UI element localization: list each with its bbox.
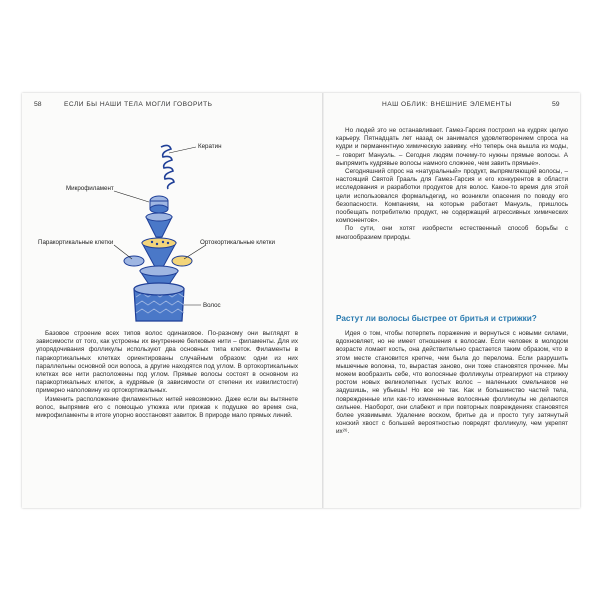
right-body-text-bottom bbox=[336, 330, 568, 437]
paragraph: Сегодняшний спрос на «натуральный» продукт, выпрямляющий волосы, – настоящий Святой Грааль для Гамез-Гарсия и его конкурентов в области исследования и разработки продуктов для волос. Какое-то время для этой цели использовался формальдегид, но возникли опасения по поводу его безопасности. Компаниям, на которые работает Мануэль, пришлось пообещать потребителю продукт, не содержащий агрессивных химических компонентов». bbox=[336, 168, 568, 225]
paracortical-label: Паракортикальные клетки bbox=[38, 239, 114, 246]
orthocortical-cells-shape bbox=[172, 256, 192, 266]
hair-structure-figure bbox=[36, 133, 306, 323]
book-gutter bbox=[322, 93, 324, 508]
microfilament-label: Микрофиламент bbox=[66, 185, 114, 192]
paragraph: По сути, они хотят изобрести естественный способ борьбы с многообразием природы. bbox=[336, 225, 568, 241]
section-heading: Растут ли волосы быстрее от бритья и стрижки? bbox=[336, 314, 537, 323]
right-body-text-top bbox=[336, 127, 568, 242]
left-body-text bbox=[36, 330, 298, 420]
keratin-coil-icon bbox=[161, 145, 174, 189]
paragraph: Но людей это не останавливает. Гамез-Гарсия построил на кудрях целую карьеру. Пятнадцать лет назад он занимался удовлетворением спроса на кудри и перманентную химическую завивку. «Но теперь она вышла из моды, – говорит Мануэль. – Сегодня людям почему-то нужны прямые волосы. А выпрямить кудрявые волосы намного сложнее, чем завить прямые». bbox=[336, 127, 568, 167]
left-page-number: 58 bbox=[34, 101, 42, 108]
orthocortical-label: Ортокортикальные клетки bbox=[200, 239, 275, 246]
paracortical-cells-shape bbox=[124, 256, 144, 266]
keratin-label: Кератин bbox=[198, 143, 222, 150]
right-page-number: 59 bbox=[552, 101, 560, 108]
right-running-head: НАШ ОБЛИК: ВНЕШНИЕ ЭЛЕМЕНТЫ bbox=[382, 101, 512, 108]
paragraph: Базовое строение всех типов волос одинаковое. По-разному они выглядят в зависимости от того, как устроены их внутренние белковые нити – филаменты. Для их упорядочивания фолликулы используют два основных типа клеток. Филаменты в паракортикальных клетках ориентированы случайным образом: одни из них параллельны основной оси волоса, а другие находятся под углом. В ортокортикальных клетках все нити расположены под углом. Прямые волосы состоят в основном из паракортикальных клеток, а кудрявые (в зависимости от степени их извилистости) примерно наполовину из ортокортикальных. bbox=[36, 330, 298, 395]
paragraph: Изменить расположение филаментных нитей невозможно. Даже если вы вытянете волос, выпрямив его с помощью утюжка или прижав к подушке во время сна, микрофиламенты в итоге упорно восстановят завиток. В природе мало прямых линий. bbox=[36, 395, 298, 420]
paragraph: Идея о том, чтобы потерпеть поражение и вернуться с новыми силами, вдохновляет, но не имеет отношения к волосам. Если человек в молодом возрасте ломает кость, она действительно срастается таким образом, что в этом месте становится крепче, чем была до перелома. Если разрушить мышечные волокна, то, вырастая заново, они тоже становятся прочнее. Мы можем вообразить себе, что волосяные фолликулы отреагируют на стрижку ростом новых великолепных густых волос – маленьких смельчаков не задушишь, не убьешь! Но все не так. Как и большинство частей тела, поврежденные или как-то измененные волосяные фолликулы не делаются сильнее. Наоборот, они слабеют и при повторных повреждениях становятся более уязвимыми. Удаление воском, бритье да и просто тугу затянутый конский хвост с большей вероятностью повредят фолликулу, чем укрепят их²⁶. bbox=[336, 330, 568, 436]
hair-cylinder-shape bbox=[134, 283, 184, 321]
left-running-head: ЕСЛИ БЫ НАШИ ТЕЛА МОГЛИ ГОВОРИТЬ bbox=[64, 101, 213, 108]
hair-label: Волос bbox=[203, 302, 221, 309]
book-spread bbox=[22, 93, 580, 508]
